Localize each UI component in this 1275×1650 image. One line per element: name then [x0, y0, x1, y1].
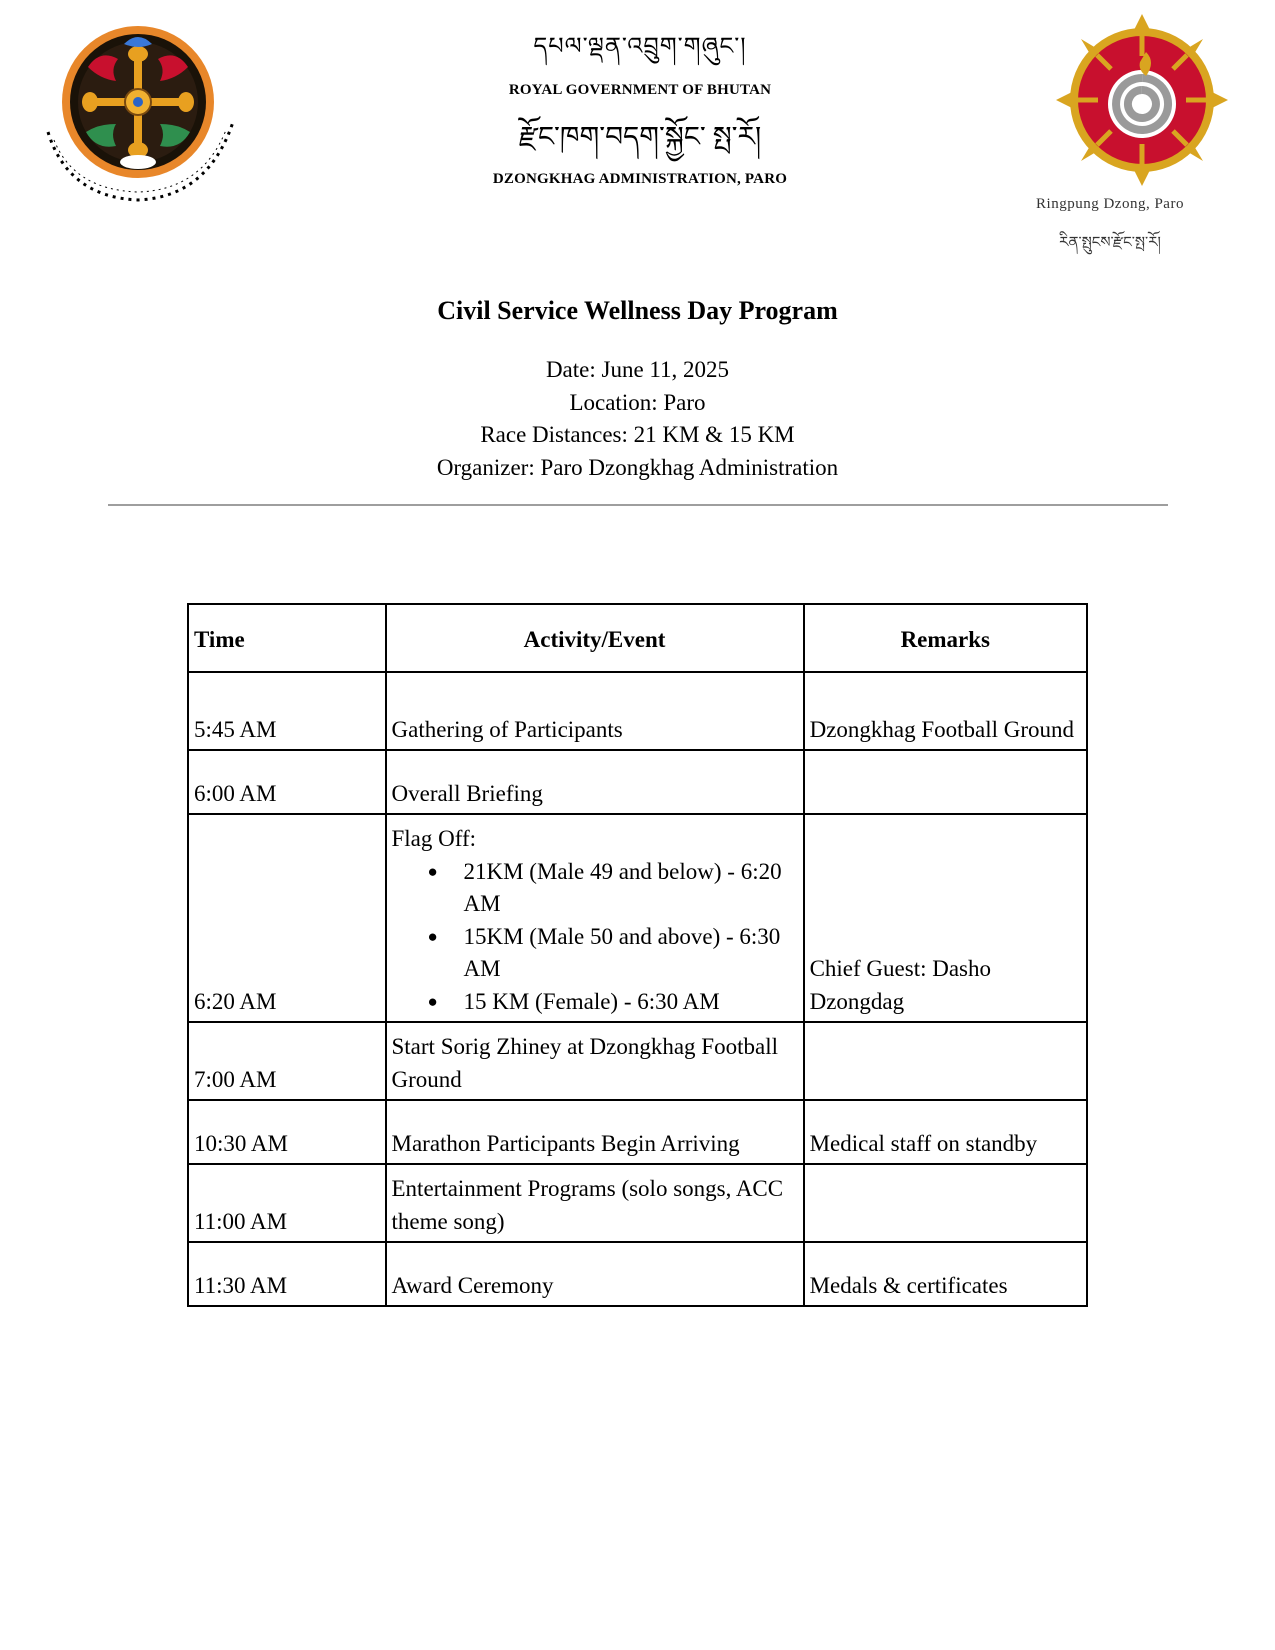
event-date: Date: June 11, 2025 — [545, 357, 730, 382]
remarks-cell — [804, 1164, 1087, 1242]
document-title: Civil Service Wellness Day Program — [437, 296, 838, 325]
list-item: ● 15 KM (Female) - 6:30 AM — [464, 986, 798, 1019]
activity-cell: Award Ceremony — [386, 1242, 804, 1306]
table-row — [188, 672, 1087, 750]
activity-cell: Overall Briefing — [386, 750, 804, 814]
event-organizer: Organizer: Paro Dzongkhag Administration — [436, 454, 839, 480]
table-row — [188, 1100, 1087, 1164]
table-header-row — [188, 604, 1087, 672]
race-distances: Race Distances: 21 KM & 15 KM — [480, 422, 795, 447]
time-cell: 11:00 AM — [188, 1164, 386, 1242]
dept-name: DZONGKHAG ADMINISTRATION, PARO — [492, 171, 788, 187]
remarks-cell: Medical staff on standby — [804, 1100, 1087, 1164]
remarks-cell: Chief Guest: Dasho Dzongdag — [804, 814, 1087, 1022]
remarks-cell — [804, 750, 1087, 814]
logo-caption-dzongkha: རིན་སྤུངས་རྫོང་སྤ་རོ། — [1059, 235, 1161, 251]
activity-cell: Marathon Participants Begin Arriving — [386, 1100, 804, 1164]
flag-off-list — [392, 856, 798, 1019]
divider — [108, 504, 1168, 506]
program-table — [187, 603, 1088, 1307]
dzongkha-heading: དཔལ་ལྡན་འབྲུག་གཞུང་། — [533, 34, 747, 60]
remarks-cell: Dzongkhag Football Ground — [804, 672, 1087, 750]
header-time: Time — [188, 604, 386, 672]
list-item: ● 21KM (Male 49 and below) - 6:20 AM — [464, 856, 798, 921]
header-remarks: Remarks — [804, 604, 1087, 672]
flag-off-label: Flag Off: — [391, 826, 477, 851]
logo-caption: Ringpung Dzong, Paro — [1036, 196, 1184, 212]
activity-cell: Start Sorig Zhiney at Dzongkhag Football Ground — [386, 1022, 804, 1100]
event-details — [0, 354, 1275, 484]
time-cell: 6:20 AM — [188, 814, 386, 1022]
remarks-cell — [804, 1022, 1087, 1100]
time-cell: 6:00 AM — [188, 750, 386, 814]
table-row — [188, 814, 1087, 1022]
dzong-logo — [1054, 12, 1230, 188]
header-activity: Activity/Event — [386, 604, 804, 672]
table-row — [188, 1164, 1087, 1242]
activity-cell: Gathering of Participants — [386, 672, 804, 750]
table-row — [188, 1242, 1087, 1306]
time-cell: 5:45 AM — [188, 672, 386, 750]
table-row — [188, 750, 1087, 814]
time-cell: 10:30 AM — [188, 1100, 386, 1164]
remarks-cell: Medals & certificates — [804, 1242, 1087, 1306]
time-cell: 11:30 AM — [188, 1242, 386, 1306]
royal-emblem — [38, 22, 248, 222]
table-row — [188, 1022, 1087, 1100]
dzongkha-subheading: རྫོང་ཁག་བདག་སྐྱོང་ སྤ་རོ། — [518, 122, 762, 153]
activity-cell — [386, 814, 804, 1022]
event-location: Location: Paro — [569, 389, 706, 415]
list-item: ● 15KM (Male 50 and above) - 6:30 AM — [464, 921, 798, 986]
time-cell: 7:00 AM — [188, 1022, 386, 1100]
org-name: ROYAL GOVERNMENT OF BHUTAN — [508, 82, 772, 98]
letterhead — [380, 30, 900, 188]
activity-cell: Entertainment Programs (solo songs, ACC theme song) — [386, 1164, 804, 1242]
